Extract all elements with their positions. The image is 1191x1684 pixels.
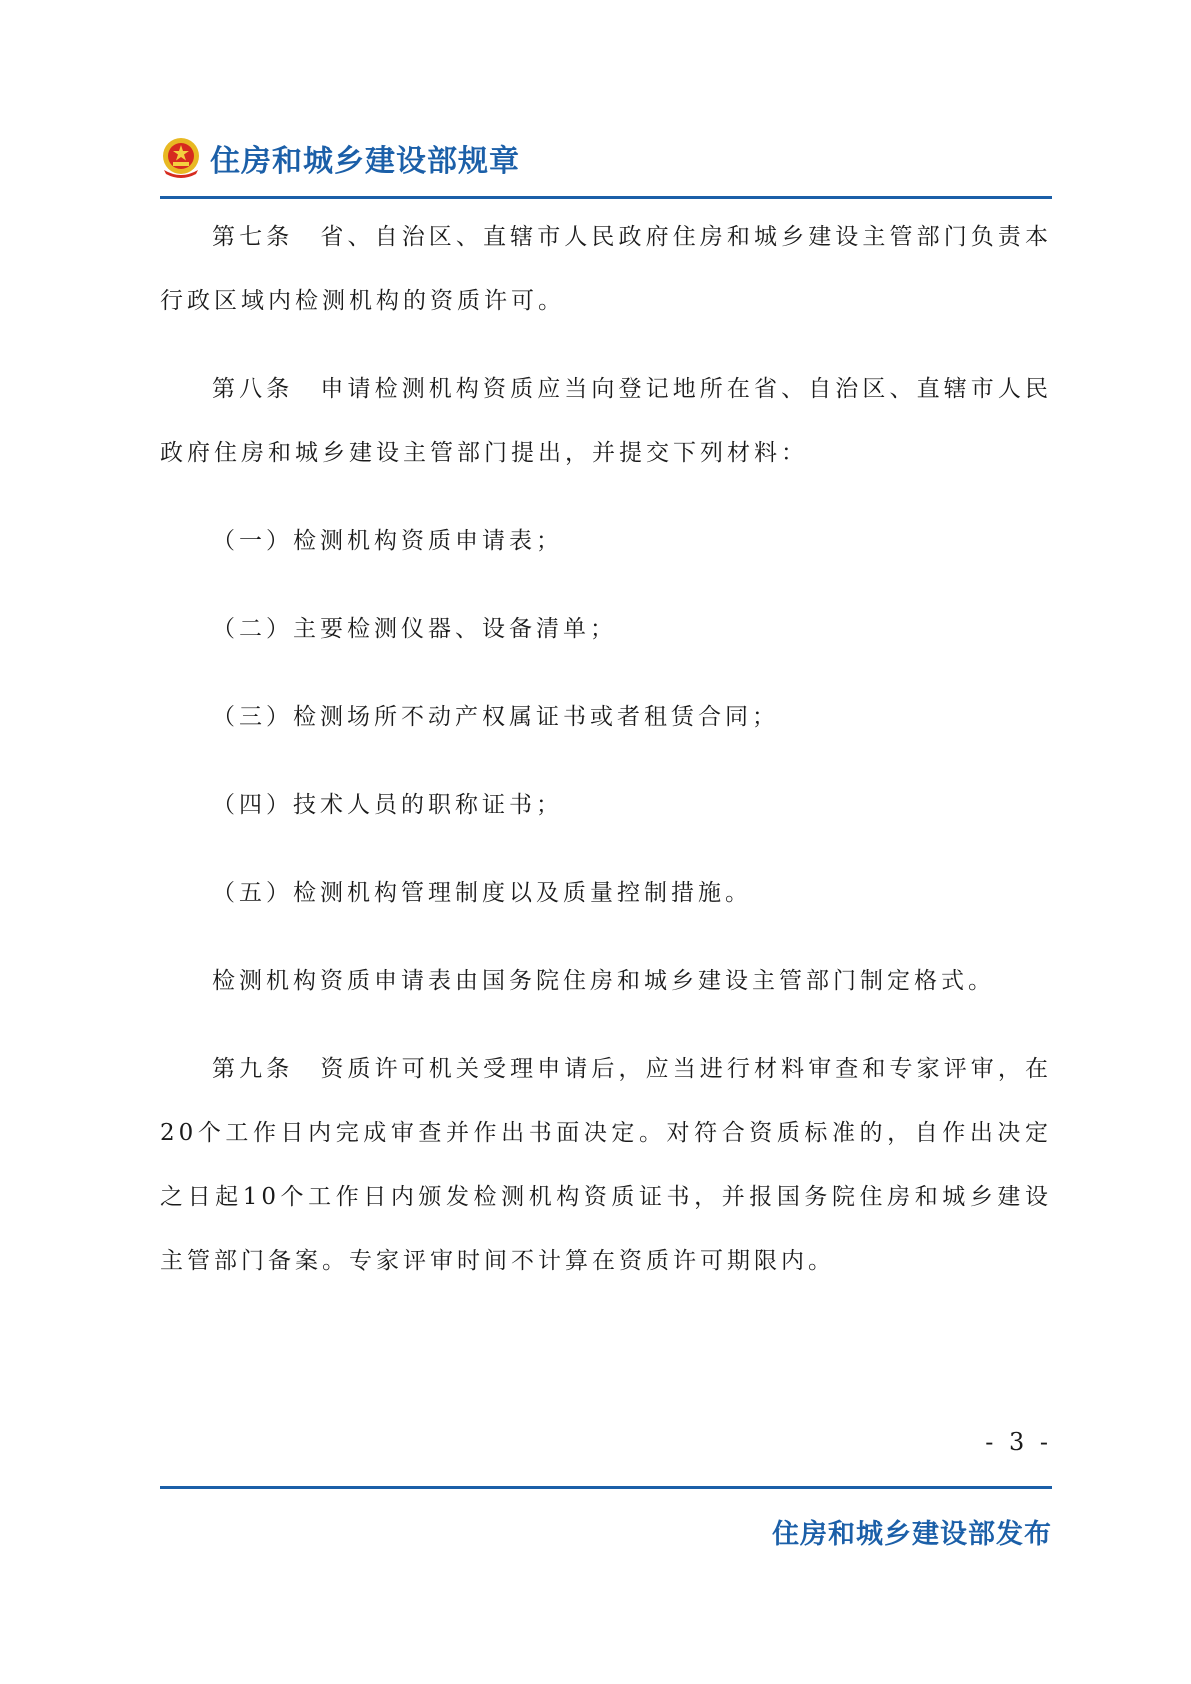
list-item-3: （三）检测场所不动产权属证书或者租赁合同； xyxy=(212,704,779,730)
list-item-5: （五）检测机构管理制度以及质量控制措施。 xyxy=(212,880,752,906)
article-7: 第七条 省、自治区、直辖市人民政府住房和城乡建设主管部门负责本行政区域内检测机构的资质许可。 xyxy=(160,224,1052,314)
footer-publisher: 住房和城乡建设部发布 xyxy=(772,1519,1052,1550)
list-item-1: （一）检测机构资质申请表； xyxy=(212,528,563,554)
header-title: 住房和城乡建设部规章 xyxy=(210,144,520,179)
list-item-4: （四）技术人员的职称证书； xyxy=(212,792,563,818)
page-header xyxy=(160,128,520,188)
document-body xyxy=(160,205,1052,1317)
article-8: 第八条 申请检测机构资质应当向登记地所在省、自治区、直辖市人民政府住房和城乡建设主管部门提出，并提交下列材料： xyxy=(160,376,1052,466)
list-item-2: （二）主要检测仪器、设备清单； xyxy=(212,616,617,642)
article-9: 第九条 资质许可机关受理申请后，应当进行材料审查和专家评审，在20个工作日内完成审查并作出书面决定。对符合资质标准的，自作出决定之日起10个工作日内颁发检测机构资质证书，并报国务院住房和城乡建设主管部门备案。专家评审时间不计算在资质许可期限内。 xyxy=(160,1056,1052,1274)
page-number: - 3 - xyxy=(985,1428,1052,1456)
national-emblem-icon xyxy=(160,136,202,180)
form-note: 检测机构资质申请表由国务院住房和城乡建设主管部门制定格式。 xyxy=(212,968,995,994)
footer-divider xyxy=(160,1486,1052,1489)
header-divider xyxy=(160,196,1052,199)
